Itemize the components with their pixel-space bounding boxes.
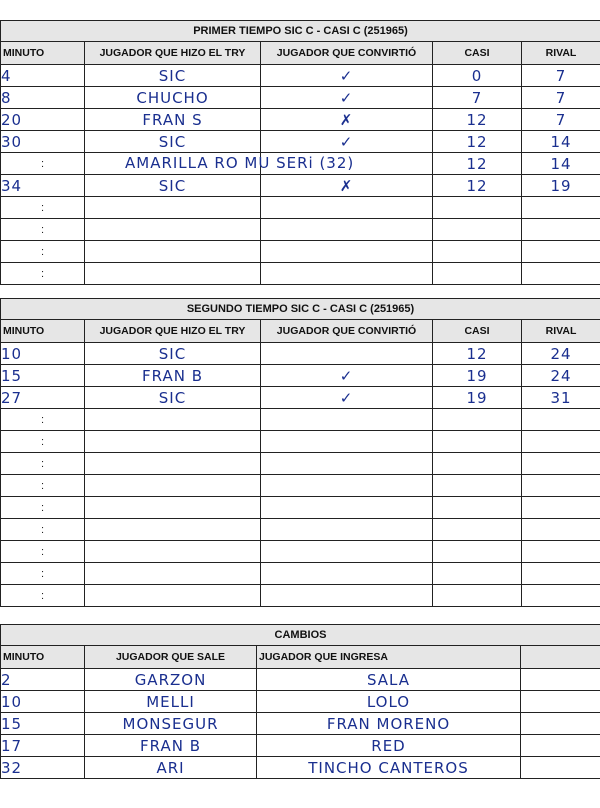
table-row: [1, 475, 600, 497]
converter-cell: [261, 453, 433, 475]
header-minuto: MINUTO: [1, 320, 85, 343]
minute-cell: [1, 669, 85, 691]
try-scorer: FRAN B: [142, 366, 203, 385]
try-scorer-cell: [85, 343, 261, 365]
converter-cell: [261, 131, 433, 153]
try-scorer-cell: [85, 197, 261, 219]
minute: :: [40, 223, 45, 236]
player-in: LOLO: [366, 692, 411, 711]
try-scorer-cell: [85, 131, 261, 153]
try-scorer-cell: [85, 87, 261, 109]
minute: 4: [1, 66, 12, 85]
minute-cell: [1, 65, 85, 87]
try-scorer-cell: [85, 219, 261, 241]
minute: 32: [1, 758, 23, 777]
casi-score-cell: [433, 343, 522, 365]
casi-score: 0: [471, 66, 483, 85]
converter-cell: [261, 365, 433, 387]
minute: :: [40, 545, 45, 558]
casi-score: 12: [466, 110, 488, 129]
casi-score-cell: [433, 475, 522, 497]
blank-cell: [521, 691, 600, 713]
player-in-cell: [257, 757, 521, 779]
header-convirtio: JUGADOR QUE CONVIRTIÓ: [261, 320, 433, 343]
minute: 15: [1, 714, 23, 733]
table-row: [1, 453, 600, 475]
casi-score-cell: [433, 431, 522, 453]
table-row: [1, 541, 600, 563]
casi-score-cell: [433, 453, 522, 475]
converter-cell: [261, 519, 433, 541]
minute-cell: [1, 431, 85, 453]
player-in: SALA: [366, 670, 411, 689]
minute-cell: [1, 409, 85, 431]
minute-cell: [1, 563, 85, 585]
try-scorer-cell: [85, 519, 261, 541]
converter: ✓: [339, 366, 354, 385]
minute-cell: [1, 713, 85, 735]
rival-score-cell: [522, 497, 600, 519]
casi-score-cell: [433, 563, 522, 585]
rival-score-cell: [522, 131, 600, 153]
casi-score: 12: [466, 176, 488, 195]
blank-cell: [521, 735, 600, 757]
casi-score-cell: [433, 219, 522, 241]
minute-cell: [1, 153, 85, 175]
header-blank: [521, 646, 600, 669]
minute-cell: [1, 757, 85, 779]
rival-score: 31: [550, 388, 572, 407]
minute-cell: [1, 519, 85, 541]
minute: :: [40, 457, 45, 470]
casi-score-cell: [433, 263, 522, 285]
minute-cell: [1, 343, 85, 365]
table-row: [1, 387, 600, 409]
header-try: JUGADOR QUE HIZO EL TRY: [85, 320, 261, 343]
minute-cell: [1, 365, 85, 387]
casi-score-cell: [433, 153, 522, 175]
try-scorer: SIC: [158, 66, 187, 85]
table-row: [1, 365, 600, 387]
player-out: FRAN B: [140, 736, 201, 755]
rival-score-cell: [522, 263, 600, 285]
rival-score: 7: [555, 88, 567, 107]
rival-score: 24: [550, 366, 572, 385]
rival-score-cell: [522, 197, 600, 219]
table-row: [1, 669, 600, 691]
converter-cell: [261, 219, 433, 241]
try-scorer-cell: [85, 563, 261, 585]
header-rival: RIVAL: [522, 320, 600, 343]
minute-cell: [1, 691, 85, 713]
blank-cell: [521, 713, 600, 735]
rival-score-cell: [522, 519, 600, 541]
minute-cell: [1, 541, 85, 563]
table-row: [1, 109, 600, 131]
rival-score-cell: [522, 241, 600, 263]
converter-cell: [261, 109, 433, 131]
rival-score: 7: [555, 110, 567, 129]
converter-cell: [261, 65, 433, 87]
substitutions-table: [0, 624, 600, 779]
minute: 34: [1, 176, 23, 195]
minute-cell: [1, 131, 85, 153]
casi-score: 12: [466, 344, 488, 363]
try-scorer-cell: [85, 109, 261, 131]
table-row: [1, 343, 600, 365]
casi-score: 12: [466, 132, 488, 151]
converter-cell: [261, 497, 433, 519]
header-rival: RIVAL: [522, 42, 600, 65]
converter-cell: [261, 87, 433, 109]
rival-score-cell: [522, 175, 600, 197]
converter-cell: [261, 343, 433, 365]
converter-cell: [261, 263, 433, 285]
player-out-cell: [85, 669, 257, 691]
minute: :: [40, 267, 45, 280]
casi-score-cell: [433, 197, 522, 219]
player-out-cell: [85, 691, 257, 713]
minute: :: [40, 523, 45, 536]
converter-cell: [261, 409, 433, 431]
casi-score-cell: [433, 175, 522, 197]
first-half-table: [0, 20, 600, 285]
minute: 2: [1, 670, 12, 689]
table-row: [1, 757, 600, 779]
rival-score-cell: [522, 87, 600, 109]
player-in-cell: [257, 735, 521, 757]
rival-score-cell: [522, 343, 600, 365]
rival-score: 7: [555, 66, 567, 85]
substitutions-title: CAMBIOS: [1, 625, 600, 646]
casi-score: 12: [466, 154, 488, 173]
converter: ✗: [339, 176, 354, 195]
player-out-cell: [85, 735, 257, 757]
table-row: [1, 735, 600, 757]
rival-score-cell: [522, 65, 600, 87]
rival-score: 19: [550, 176, 572, 195]
casi-score-cell: [433, 87, 522, 109]
rival-score: 24: [550, 344, 572, 363]
header-try: JUGADOR QUE HIZO EL TRY: [85, 42, 261, 65]
try-scorer-cell: [85, 453, 261, 475]
casi-score-cell: [433, 65, 522, 87]
second-half-title: SEGUNDO TIEMPO SIC C - CASI C (251965): [1, 299, 600, 320]
table-row: [1, 241, 600, 263]
minute-cell: [1, 453, 85, 475]
minute: 8: [1, 88, 12, 107]
converter-cell: [261, 387, 433, 409]
minute: :: [40, 589, 45, 602]
minute: 17: [1, 736, 23, 755]
header-casi: CASI: [433, 320, 522, 343]
header-minuto: MINUTO: [1, 646, 85, 669]
casi-score-cell: [433, 365, 522, 387]
try-scorer-cell: [85, 263, 261, 285]
minute-cell: [1, 197, 85, 219]
player-in: TINCHO CANTEROS: [308, 758, 469, 777]
minute: 15: [1, 366, 23, 385]
casi-score: 19: [466, 388, 488, 407]
casi-score-cell: [433, 241, 522, 263]
minute: 30: [1, 132, 23, 151]
player-out: MONSEGUR: [122, 714, 219, 733]
try-scorer: SIC: [158, 132, 187, 151]
try-scorer-cell: [85, 431, 261, 453]
casi-score-cell: [433, 387, 522, 409]
casi-score-cell: [433, 497, 522, 519]
minute-cell: [1, 241, 85, 263]
converter: ✓: [339, 66, 354, 85]
minute-cell: [1, 175, 85, 197]
table-row: [1, 197, 600, 219]
minute-cell: [1, 735, 85, 757]
converter-cell: [261, 241, 433, 263]
try-scorer-cell: [85, 497, 261, 519]
casi-score-cell: [433, 409, 522, 431]
player-out: ARI: [156, 758, 185, 777]
minute: :: [40, 501, 45, 514]
rival-score-cell: [522, 387, 600, 409]
table-row: [1, 563, 600, 585]
converter-cell: [261, 197, 433, 219]
converter-cell: [261, 175, 433, 197]
converter-cell: [261, 585, 433, 607]
rival-score-cell: [522, 409, 600, 431]
table-row: [1, 497, 600, 519]
rival-score-cell: [522, 109, 600, 131]
minute: :: [40, 245, 45, 258]
converter-cell: [261, 541, 433, 563]
rival-score-cell: [522, 475, 600, 497]
table-row: [1, 87, 600, 109]
casi-score-cell: [433, 541, 522, 563]
converter-cell: [261, 475, 433, 497]
converter-cell: [261, 431, 433, 453]
minute-cell: [1, 219, 85, 241]
player-out-cell: [85, 713, 257, 735]
minute-cell: [1, 87, 85, 109]
minute-cell: [1, 497, 85, 519]
player-in: FRAN MORENO: [326, 714, 451, 733]
casi-score-cell: [433, 131, 522, 153]
casi-score-cell: [433, 519, 522, 541]
converter: ✓: [339, 388, 354, 407]
try-scorer-cell: [85, 475, 261, 497]
player-in-cell: [257, 713, 521, 735]
casi-score-cell: [433, 109, 522, 131]
try-scorer-cell: [85, 153, 355, 175]
blank-cell: [521, 757, 600, 779]
rival-score-cell: [522, 365, 600, 387]
rival-score-cell: [522, 453, 600, 475]
second-half-table: [0, 298, 600, 607]
rival-score: 14: [550, 132, 572, 151]
try-scorer: AMARILLA RO MU SERi (32): [125, 154, 355, 172]
minute-cell: [1, 109, 85, 131]
minute-cell: [1, 585, 85, 607]
table-row: [1, 409, 600, 431]
minute: :: [40, 435, 45, 448]
table-row: [1, 691, 600, 713]
rival-score-cell: [522, 431, 600, 453]
player-out: MELLI: [146, 692, 195, 711]
player-in-cell: [257, 669, 521, 691]
table-row: [1, 131, 600, 153]
first-half-title: PRIMER TIEMPO SIC C - CASI C (251965): [1, 21, 600, 42]
player-out: GARZON: [134, 670, 207, 689]
rival-score: 14: [550, 154, 572, 173]
player-in-cell: [257, 691, 521, 713]
minute-cell: [1, 475, 85, 497]
table-row: [1, 519, 600, 541]
try-scorer: CHUCHO: [136, 88, 209, 107]
rival-score-cell: [522, 153, 600, 175]
table-row: [1, 153, 600, 175]
blank-cell: [521, 669, 600, 691]
try-scorer: SIC: [158, 176, 187, 195]
header-convirtio: JUGADOR QUE CONVIRTIÓ: [261, 42, 433, 65]
minute: :: [40, 413, 45, 426]
minute-cell: [1, 263, 85, 285]
try-scorer: SIC: [158, 344, 187, 363]
rival-score-cell: [522, 541, 600, 563]
player-in: RED: [371, 736, 406, 755]
minute: 10: [1, 692, 23, 711]
minute: :: [40, 157, 45, 170]
header-minuto: MINUTO: [1, 42, 85, 65]
try-scorer-cell: [85, 409, 261, 431]
try-scorer: SIC: [158, 388, 187, 407]
casi-score: 7: [471, 88, 483, 107]
minute: :: [40, 201, 45, 214]
table-row: [1, 175, 600, 197]
minute: :: [40, 567, 45, 580]
minute: 20: [1, 110, 23, 129]
converter-cell: [261, 563, 433, 585]
table-row: [1, 713, 600, 735]
minute: :: [40, 479, 45, 492]
table-row: [1, 219, 600, 241]
table-row: [1, 263, 600, 285]
rival-score-cell: [522, 563, 600, 585]
converter: ✗: [339, 110, 354, 129]
try-scorer-cell: [85, 365, 261, 387]
minute: 10: [1, 344, 23, 363]
table-row: [1, 585, 600, 607]
casi-score-cell: [433, 585, 522, 607]
table-row: [1, 65, 600, 87]
try-scorer-cell: [85, 585, 261, 607]
try-scorer-cell: [85, 175, 261, 197]
minute: 27: [1, 388, 23, 407]
try-scorer-cell: [85, 387, 261, 409]
rival-score-cell: [522, 585, 600, 607]
try-scorer: FRAN S: [142, 110, 203, 129]
converter: ✓: [339, 132, 354, 151]
table-row: [1, 431, 600, 453]
header-casi: CASI: [433, 42, 522, 65]
converter: ✓: [339, 88, 354, 107]
try-scorer-cell: [85, 65, 261, 87]
player-out-cell: [85, 757, 257, 779]
rival-score-cell: [522, 219, 600, 241]
header-sale: JUGADOR QUE SALE: [85, 646, 257, 669]
header-ingresa: JUGADOR QUE INGRESA: [257, 646, 521, 669]
casi-score: 19: [466, 366, 488, 385]
minute-cell: [1, 387, 85, 409]
try-scorer-cell: [85, 541, 261, 563]
try-scorer-cell: [85, 241, 261, 263]
